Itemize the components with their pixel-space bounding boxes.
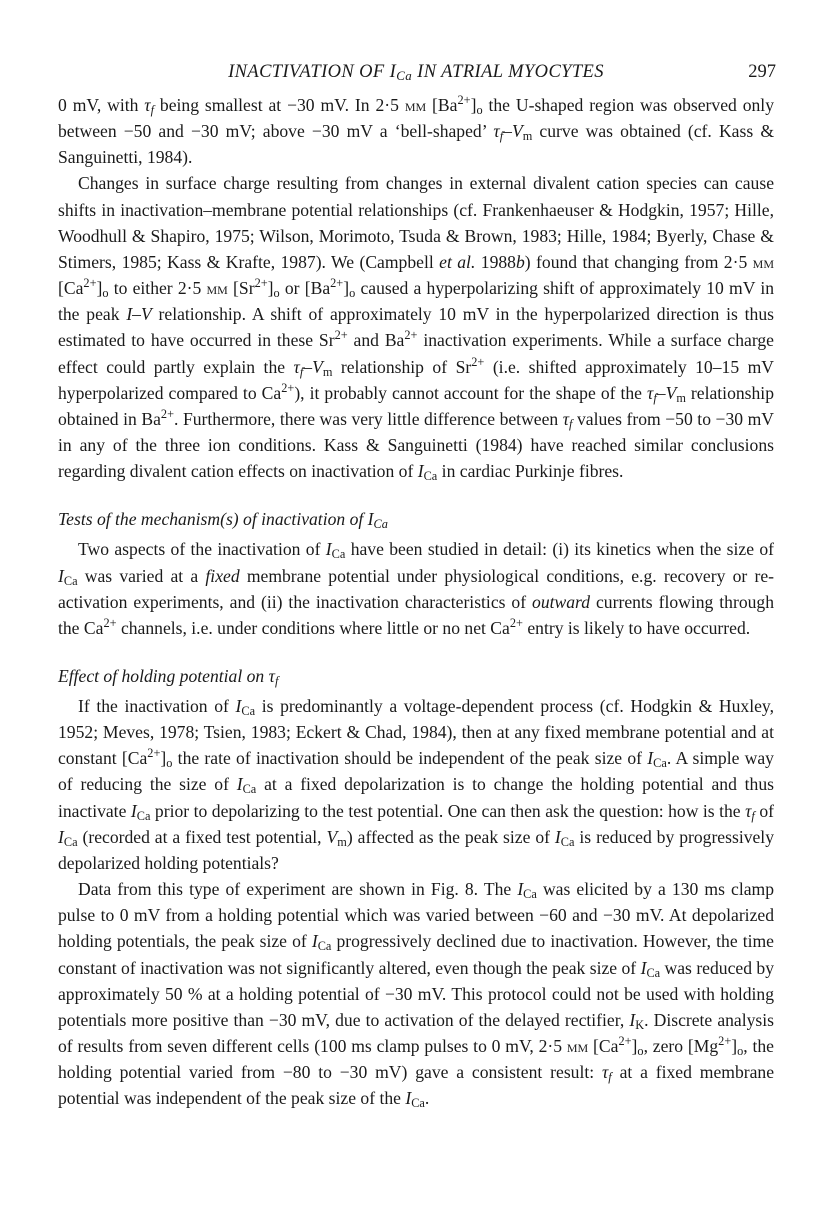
- paragraph-continued: 0 mV, with $\tau_f$ being smallest at −30 mV. In 2·5 mm $[Ba^{2+}]_o$ the U-shaped region was observed only between −50 and −30 mV; above −30 mV a ‘bell-shaped’ $\tau_f-V_m$ curve was obtained (cf. Kass & Sanguinetti, 1984).: [58, 93, 774, 168]
- section-heading-holding-potential: Effect of holding potential on $\tau_f$: [58, 665, 279, 689]
- running-title: INACTIVATION OF $I_{Ca}$ IN ATRIAL MYOCYTES: [228, 62, 604, 84]
- journal-page: [58, 62, 774, 1111]
- section-heading-mechanism: Tests of the mechanism(s) of inactivation of $I_{Ca}$: [58, 509, 388, 532]
- page-header: [58, 62, 774, 92]
- paragraph-fig8-data: Data from this type of experiment are shown in Fig. 8. The $I_{Ca}$ was elicited by a 130 ms clamp pulse to 0 mV from a holding potential which was varied between −60 and −30 mV. At depolarized holding potentials, the peak size of $I_{Ca}$ progressively declined due to inactivation. However, the time constant of inactivation was not significantly altered, even though the peak size of $I_{Ca}$ was reduced by approximately 50 % at a holding potential of −30 mV. This protocol could not be used with holding potentials more positive than −30 mV, due to activation of the delayed rectifier, $I_K$. Discrete analysis of results from seven different cells (100 ms clamp pulses to 0 mV, 2·5 mm $[Ca^{2+}]_o$, zero $[Mg^{2+}]_o$, the holding potential varied from −80 to −30 mV) gave a consistent result: $\tau_f$ at a fixed membrane potential was independent of the peak size of the $I_{Ca}$.: [58, 879, 775, 1111]
- paragraph-surface-charge: Changes in surface charge resulting from changes in external divalent cation species can cause shifts in inactivation–membrane potential relationships (cf. Frankenhaeuser & Hodgkin, 1957; Hille, Woodhull & Shapiro, 1975; Wilson, Morimoto, Tsuda & Brown, 1983; Hille, 1984; Byerly, Chase & Stimers, 1985; Kass & Krafte, 1987). We (Campbell et al. 1988b) found that changing from 2·5 mm $[Ca^{2+}]_o$ to either 2·5 mm $[Sr^{2+}]_o$ or $[Ba^{2+}]_o$ caused a hyperpolarizing shift of approximately 10 mV in the peak I–V relationship. A shift of approximately 10 mV in the hyperpolarized direction is thus estimated to have occurred in these $Sr^{2+}$ and $Ba^{2+}$ inactivation experiments. While a surface charge effect could partly explain the $\tau_f-V_m$ relationship of $Sr^{2+}$ (i.e. shifted approximately 10–15 mV hyperpolarized compared to $Ca^{2+}$), it probably cannot account for the shape of the $\tau_f-V_m$ relationship obtained in $Ba^{2+}$. Furthermore, there was very little difference between $\tau_f$ values from −50 to −30 mV in any of the three ion conditions. Kass & Sanguinetti (1984) have reached similar conclusions regarding divalent cation effects on inactivation of $I_{Ca}$ in cardiac Purkinje fibres.: [58, 173, 775, 484]
- page-number: 297: [748, 62, 776, 82]
- paragraph-two-aspects: Two aspects of the inactivation of $I_{Ca}$ have been studied in detail: (i) its kinetics when the size of $I_{Ca}$ was varied at a fixed membrane potential under physiological conditions, e.g. recovery or re-activation experiments, and (ii) the inactivation characteristics of outward currents flowing through the $Ca^{2+}$ channels, i.e. under conditions where little or no net $Ca^{2+}$ entry is likely to have occurred.: [58, 539, 775, 638]
- paragraph-voltage-dependent: If the inactivation of $I_{Ca}$ is predominantly a voltage-dependent process (cf. Hodgkin & Huxley, 1952; Meves, 1978; Tsien, 1983; Eckert & Chad, 1984), then at any fixed membrane potential and at constant $[Ca^{2+}]_o$ the rate of inactivation should be independent of the peak size of $I_{Ca}$. A simple way of reducing the size of $I_{Ca}$ at a fixed depolarization is to change the holding potential and thus inactivate $I_{Ca}$ prior to depolarizing to the test potential. One can then ask the question: how is the $\tau_f$ of $I_{Ca}$ (recorded at a fixed test potential, $V_m$) affected as the peak size of $I_{Ca}$ is reduced by progressively depolarized holding potentials?: [58, 695, 774, 873]
